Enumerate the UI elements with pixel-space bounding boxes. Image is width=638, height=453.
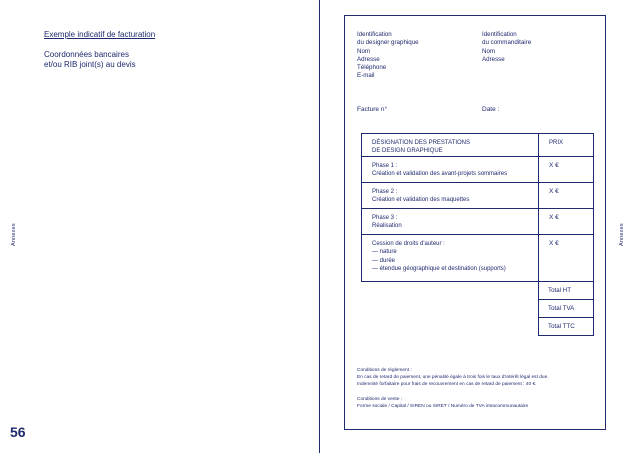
page-divider [319,0,320,453]
row-line: Phase 1 : [372,163,398,169]
table-row-designation [361,208,539,235]
client-line: Identification [482,31,517,38]
invoice-template [344,15,606,430]
invoice-date-label: Date : [482,106,500,113]
left-side-label: Annexes [11,223,17,246]
table-row-price [538,182,594,209]
row-price: X € [549,188,559,195]
designer-line: E-mail [357,72,375,80]
designer-line: Identification [357,31,392,38]
client-line: Nom [482,47,496,55]
row-line: Création et validation des maquettes [372,197,470,204]
total-ttc-cell [538,317,594,336]
row-line: — nature [372,249,397,256]
bank-details-note [44,50,136,70]
row-line: Phase 2 : [372,189,398,195]
conditions-line: Forme sociale / Capital / SIREN ou SIRET / Numéro de TVA intracommunautaire [357,404,529,409]
designer-line: du designer graphique [357,39,419,47]
row-line: Réalisation [372,223,402,230]
table-row-designation [361,234,539,282]
row-line: — durée [372,257,396,264]
invoice-number-label: Facture n° [357,106,388,113]
invoice-example-heading: Exemple indicatif de facturation [44,30,156,39]
designation-header-line: DE DESIGN GRAPHIQUE [372,148,443,155]
table-row-price [538,208,594,235]
designer-line: Adresse [357,55,380,63]
client-identification [482,31,531,64]
conditions-spacer [357,389,549,396]
conditions-line: En cas de retard de paiement, une pénalité égale à trois fois le taux d'intérêt légal est due. [357,375,549,381]
table-row-designation [361,182,539,209]
payment-conditions [357,367,549,410]
total-tva-label: Total TVA [548,305,575,312]
conditions-line: Conditions de vente : [357,396,403,402]
price-header: PRIX [549,140,564,146]
row-line: Cession de droits d'auteur : [372,241,445,247]
designation-header-cell [361,133,539,157]
row-line: Phase 3 : [372,215,398,221]
conditions-line: Indemnité forfaitaire pour frais de recouvrement en cas de retard de paiement : 40 €. [357,382,537,388]
total-ht-cell [538,281,594,300]
total-ttc-label: Total TTC [548,323,575,330]
right-side-label: Annexes [619,223,625,246]
total-ht-label: Total HT [548,287,572,294]
bank-line: et/ou RIB joint(s) au devis [44,60,136,69]
designer-line: Nom [357,47,371,55]
conditions-line: Conditions de règlement : [357,368,412,373]
client-line: du commanditaire [482,39,532,47]
page-number: 56 [10,424,26,440]
row-price: X € [549,240,559,247]
bank-line: Coordonnées bancaires [44,50,129,59]
row-price: X € [549,162,559,169]
table-row-price [538,156,594,183]
designer-identification [357,31,419,81]
table-row-price [538,234,594,282]
client-line: Adresse [482,55,505,63]
designation-header [372,139,470,156]
table-row-designation [361,156,539,183]
total-tva-cell [538,299,594,318]
row-price: X € [549,214,559,221]
row-line: Création et validation des avant-projets sommaires [372,171,508,178]
designer-line: Téléphone [357,64,387,72]
designation-header-line: DÉSIGNATION DES PRESTATIONS [372,140,471,146]
price-header-cell [538,133,594,157]
row-line: — étendue géographique et destination (supports) [372,265,506,272]
